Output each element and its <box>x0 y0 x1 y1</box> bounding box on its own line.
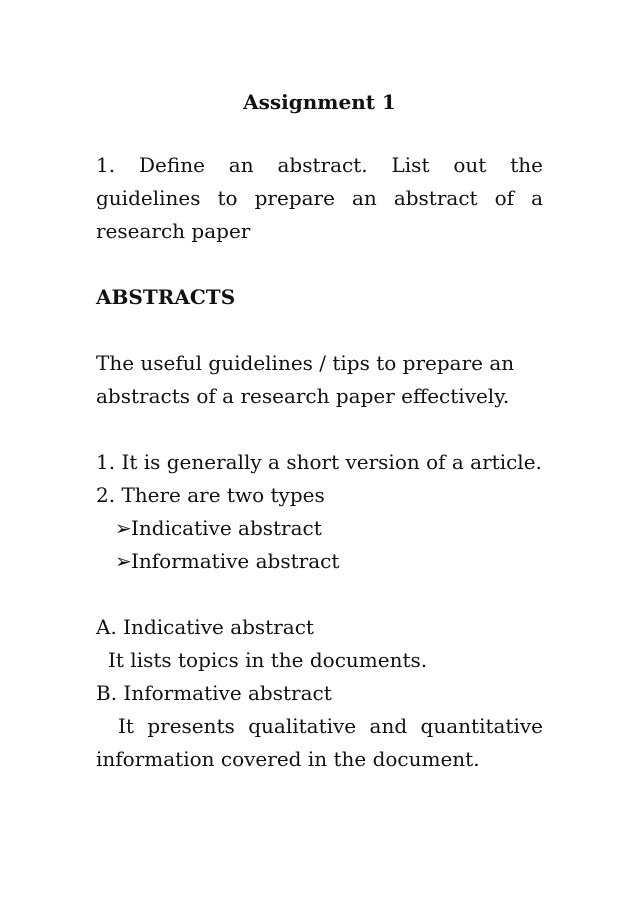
arrow-bullet-icon: ➢ <box>115 549 132 573</box>
spacer <box>96 413 543 446</box>
type-label: Informative abstract <box>131 549 340 573</box>
definition-label: B. Informative abstract <box>96 681 332 705</box>
spacer <box>96 578 543 611</box>
point-item: 1. It is generally a short version of a article. <box>96 450 542 474</box>
type-bullet <box>96 512 543 545</box>
definition-text: It lists topics in the documents. <box>108 648 428 672</box>
assignment-title: Assignment 1 <box>243 90 396 114</box>
type-bullet <box>96 545 543 578</box>
question-text: 1. Define an abstract. List out the guidelines to prepare an abstract of a research paper <box>96 153 543 243</box>
point-item: 2. There are two types <box>96 483 325 507</box>
intro-paragraph: The useful guidelines / tips to prepare an abstracts of a research paper effectively. <box>96 351 515 408</box>
document-page <box>96 86 543 776</box>
spacer <box>96 248 543 281</box>
definition-text: It presents qualitative and quantitative information covered in the document. <box>96 714 543 771</box>
type-label: Indicative abstract <box>131 516 322 540</box>
section-heading: ABSTRACTS <box>96 285 236 309</box>
arrow-bullet-icon: ➢ <box>115 516 132 540</box>
spacer <box>96 314 543 347</box>
definition-label: A. Indicative abstract <box>96 615 314 639</box>
